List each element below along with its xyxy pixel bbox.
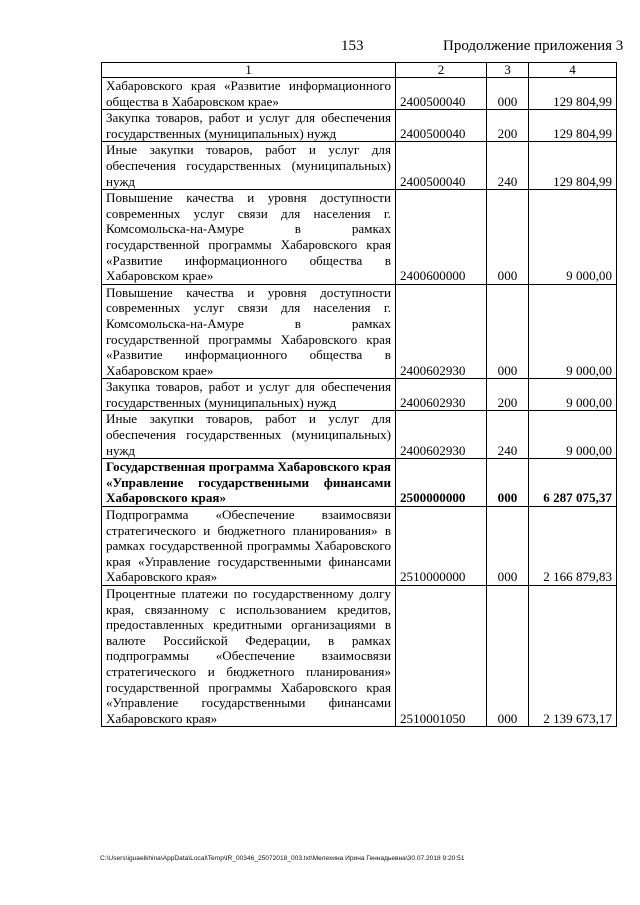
row-description: Иные закупки товаров, работ и услуг для обеспечения государственных (муниципальных) нужд bbox=[102, 411, 396, 459]
column-header-1: 1 bbox=[102, 63, 396, 78]
row-target-code: 2400500040 bbox=[396, 110, 487, 142]
table-row bbox=[102, 586, 617, 727]
row-target-code: 2400602930 bbox=[396, 379, 487, 411]
column-header-3: 3 bbox=[487, 63, 529, 78]
column-header-2: 2 bbox=[396, 63, 487, 78]
budget-table bbox=[101, 62, 617, 727]
row-expense-group: 240 bbox=[487, 411, 529, 459]
row-amount: 2 166 879,83 bbox=[529, 507, 617, 586]
row-amount: 9 000,00 bbox=[529, 379, 617, 411]
table-row bbox=[102, 142, 617, 190]
row-expense-group: 000 bbox=[487, 78, 529, 110]
row-target-code: 2510001050 bbox=[396, 586, 487, 727]
table-row bbox=[102, 507, 617, 586]
row-expense-group: 000 bbox=[487, 586, 529, 727]
row-expense-group: 000 bbox=[487, 507, 529, 586]
footer-file-path: C:\Users\iguaelkhina\AppData\Local\Temp\IR_00346_25072018_003.txt\Мелехина Ирина Геннадьевна\30.07.2018 9:20:51 bbox=[100, 855, 465, 862]
row-description: Хабаровского края «Развитие информационного общества в Хабаровском крае» bbox=[102, 78, 396, 110]
row-target-code: 2500000000 bbox=[396, 459, 487, 507]
row-description: Повышение качества и уровня доступности современных услуг связи для населения г. Комсомольска-на-Амуре в рамках государственной программы Хабаровского края «Развитие информационного общества в Хабаровском крае» bbox=[102, 190, 396, 285]
row-target-code: 2400602930 bbox=[396, 411, 487, 459]
row-description: Закупка товаров, работ и услуг для обеспечения государственных (муниципальных) нужд bbox=[102, 110, 396, 142]
row-description: Повышение качества и уровня доступности современных услуг связи для населения г. Комсомольска-на-Амуре в рамках государственной программы Хабаровского края «Развитие информационного общества в Хабаровском крае» bbox=[102, 284, 396, 379]
row-expense-group: 000 bbox=[487, 284, 529, 379]
row-amount: 9 000,00 bbox=[529, 411, 617, 459]
row-target-code: 2510000000 bbox=[396, 507, 487, 586]
table-row bbox=[102, 411, 617, 459]
row-description: Государственная программа Хабаровского края «Управление государственными финансами Хабаровского края» bbox=[102, 459, 396, 507]
table-row bbox=[102, 78, 617, 110]
row-amount: 129 804,99 bbox=[529, 142, 617, 190]
row-amount: 9 000,00 bbox=[529, 190, 617, 285]
row-target-code: 2400600000 bbox=[396, 190, 487, 285]
row-amount: 2 139 673,17 bbox=[529, 586, 617, 727]
row-expense-group: 240 bbox=[487, 142, 529, 190]
row-description: Подпрограмма «Обеспечение взаимосвязи стратегического и бюджетного планирования» в рамках государственной программы Хабаровского края «Управление государственными финансами Хабаровского края» bbox=[102, 507, 396, 586]
row-target-code: 2400500040 bbox=[396, 78, 487, 110]
column-header-4: 4 bbox=[529, 63, 617, 78]
page-number: 153 bbox=[341, 38, 364, 54]
table-row bbox=[102, 459, 617, 507]
row-description: Иные закупки товаров, работ и услуг для обеспечения государственных (муниципальных) нужд bbox=[102, 142, 396, 190]
row-expense-group: 200 bbox=[487, 110, 529, 142]
row-description: Процентные платежи по государственному долгу края, связанному с использованием кредитов, предоставленных кредитными организациями в валюте Российской Федерации, в рамках подпрограммы «Обеспечение взаимосвязи стратегического и бюджетного планирования» государственной программы Хабаровского края «Управление государственными финансами Хабаровского края» bbox=[102, 586, 396, 727]
row-target-code: 2400602930 bbox=[396, 284, 487, 379]
row-amount: 129 804,99 bbox=[529, 78, 617, 110]
table-row bbox=[102, 284, 617, 379]
row-description: Закупка товаров, работ и услуг для обеспечения государственных (муниципальных) нужд bbox=[102, 379, 396, 411]
row-target-code: 2400500040 bbox=[396, 142, 487, 190]
continuation-label: Продолжение приложения 3 bbox=[443, 38, 624, 54]
row-amount: 6 287 075,37 bbox=[529, 459, 617, 507]
row-expense-group: 000 bbox=[487, 459, 529, 507]
table-row bbox=[102, 190, 617, 285]
row-expense-group: 000 bbox=[487, 190, 529, 285]
row-expense-group: 200 bbox=[487, 379, 529, 411]
row-amount: 9 000,00 bbox=[529, 284, 617, 379]
table-row bbox=[102, 379, 617, 411]
row-amount: 129 804,99 bbox=[529, 110, 617, 142]
table-row bbox=[102, 110, 617, 142]
table-header-row bbox=[102, 63, 617, 78]
